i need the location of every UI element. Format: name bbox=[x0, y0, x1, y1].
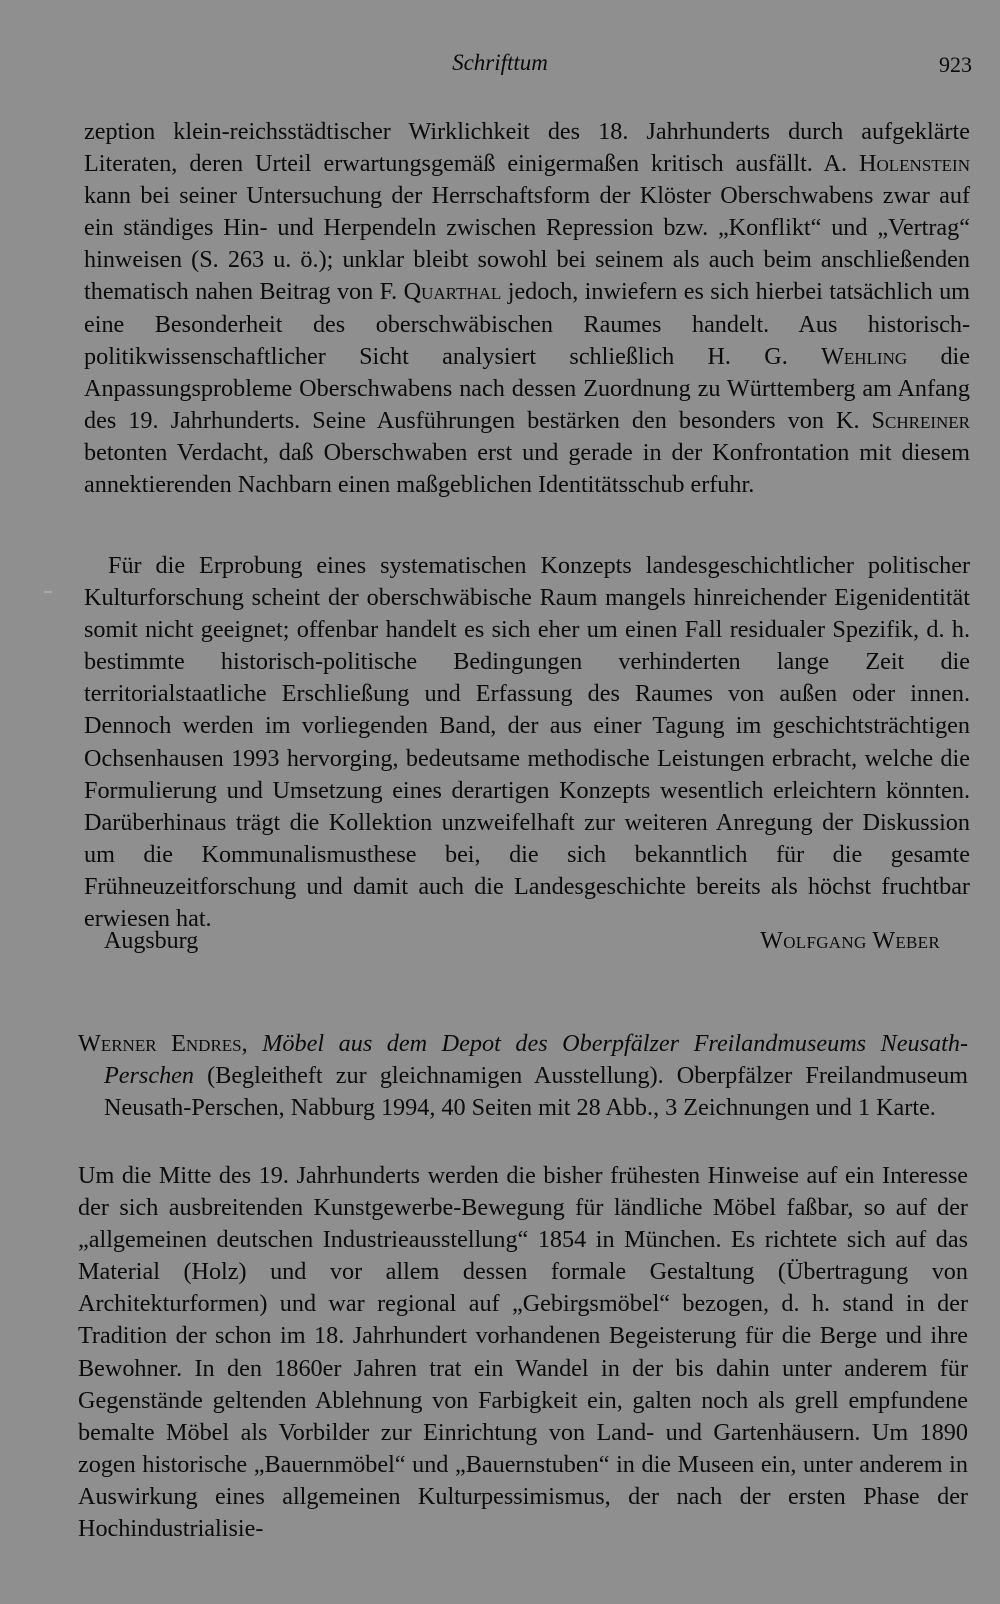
comma: , bbox=[241, 1030, 263, 1057]
signature-author: Wolfgang Weber bbox=[760, 928, 940, 954]
signature-city: Augsburg bbox=[104, 928, 199, 954]
text-run: zeption klein-reichsstädtischer Wirklichkeit des 18. Jahrhunderts durch aufgeklärte Literaten, deren Urteil erwartungsgemäß einigermaßen kritisch ausfällt. A. bbox=[84, 118, 970, 178]
author-name-quarthal: Quarthal bbox=[403, 278, 502, 306]
text-run: kann bei seiner Untersuchung der Herrschaftsform der Klöster Oberschwabens zwar auf ein ständiges Hin- und Herpendeln zwischen Repression bzw. „Konflikt“ und „Vertrag“ hinweisen (S. 263 u. ö.); unklar bleibt sowohl bei seinem als auch beim anschließenden thematisch nahen Beitrag von F. bbox=[84, 182, 970, 306]
review2-book-title: Möbel aus dem Depot des Oberpfälzer Freilandmuseums Neusath-Perschen bbox=[104, 1030, 968, 1090]
review2-body: Um die Mitte des 19. Jahrhunderts werden die bisher frühesten Hinweise auf ein Interesse der sich ausbreitenden Kunstgewerbe-Bewegung für ländliche Möbel faßbar, so auf der „allgemeinen deutschen Industrieausstellung“ 1854 in München. Es richtete sich auf das Material (Holz) und vor allem dessen formale Gestaltung (Übertragung von Architekturformen) und war regional auf „Gebirgsmöbel“ bezogen, d. h. stand in der Tradition der schon im 18. Jahrhundert vorhandenen Begeisterung für die Berge und ihre Bewohner. In den 1860er Jahren trat ein Wandel in der bis dahin unter anderem für Gegenstände geltenden Ablehnung von Farbigkeit ein, galten noch als grell empfundene bemalte Möbel als Vorbilder zur Einrichtung von Land- und Gartenhäusern. Um 1890 zogen historische „Bauernmöbel“ und „Bauernstuben“ in die Museen ein, unter anderem in Auswirkung eines allgemeinen Kulturpessimismus, der nach der ersten Phase der Hochindustrialisie- bbox=[78, 1162, 968, 1543]
review2-bibliographic-entry bbox=[78, 1028, 968, 1124]
review1-paragraph-2: Für die Erprobung eines systematischen Konzepts landesgeschichtlicher politischer Kulturforschung scheint der oberschwäbische Raum mangels hinreichender Eigenidentität somit nicht geeignet; offenbar handelt es sich eher um einen Fall residualer Spezifik, d. h. bestimmte historisch-politische Bedingungen verhinderten lange Zeit die territorialstaatliche Erschließung und Erfassung des Raumes von außen oder innen. Dennoch werden im vorliegenden Band, der aus einer Tagung im geschichtsträchtigen Ochsenhausen 1993 hervorging, bedeutsame methodische Leistungen erbracht, welche die Formulierung und Umsetzung eines derartigen Konzepts wesentlich erleichtern könnten. Darüberhinaus trägt die Kollektion unzweifelhaft zur weiteren Anregung der Diskussion um die Kommunalismusthese bei, die sich bekanntlich für die gesamte Frühneuzeitforschung und damit auch die Landesgeschichte bereits als höchst fruchtbar erwiesen hat. bbox=[84, 552, 970, 933]
page-number: 923 bbox=[939, 52, 972, 77]
review2-bibliographic-details: (Begleitheft zur gleichnamigen Ausstellung). Oberpfälzer Freilandmuseum Neusath-Perschen, Nabburg 1994, 40 Seiten mit 28 Abb., 3 Zeichnungen und 1 Karte. bbox=[104, 1062, 968, 1122]
author-name-holenstein: Holenstein bbox=[859, 150, 970, 178]
author-name-schreiner: Schreiner bbox=[871, 406, 970, 434]
header-title: Schrifttum bbox=[452, 50, 548, 75]
text-run: jedoch, inwiefern es sich hierbei tatsächlich um eine Besonderheit des oberschwäbischen Raumes handelt. Aus historisch-politikwissenschaftlicher Sicht analysiert schließlich H. G. bbox=[84, 278, 970, 370]
review1-paragraph-1 bbox=[84, 116, 970, 501]
text-run: betonten Verdacht, daß Oberschwaben erst und gerade in der Konfrontation mit diesem annektierenden Nachbarn einen maßgeblichen Identitätsschub erfuhr. bbox=[84, 438, 970, 499]
scan-speck bbox=[44, 591, 52, 593]
author-name-wehling: Wehling bbox=[821, 342, 908, 370]
review2-author: Werner Endres bbox=[78, 1030, 242, 1057]
text-run: die Anpassungsprobleme Oberschwabens nach dessen Zuordnung zu Württemberg am Anfang des 19. Jahrhunderts. Seine Ausführungen bestärken den besonders von K. bbox=[84, 342, 970, 434]
